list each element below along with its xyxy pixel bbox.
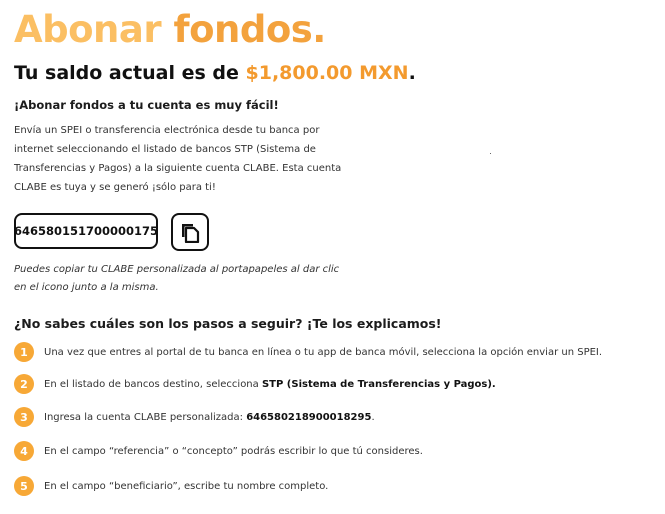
copy-clabe-button[interactable] — [171, 213, 209, 251]
page-title — [14, 8, 326, 52]
step-number-badge: 5 — [14, 476, 34, 496]
clabe-field[interactable] — [14, 213, 158, 249]
step-bold-text: 646580218900018295 — [246, 411, 372, 423]
copy-icon — [180, 221, 200, 243]
step-number-badge: 1 — [14, 342, 34, 362]
clabe-value: 646580151700000175 — [13, 224, 159, 238]
balance-line — [14, 59, 416, 87]
balance-label: Tu saldo actual es de — [14, 62, 239, 84]
step-text: Ingresa la cuenta CLABE personalizada: 646580218900018295. — [44, 411, 375, 423]
step-text: En el listado de bancos destino, selecciona STP (Sistema de Transferencias y Pagos). — [44, 378, 496, 390]
step-number-badge: 2 — [14, 374, 34, 394]
page-title-word-1: Abonar — [14, 8, 162, 51]
step-item — [14, 475, 328, 497]
intro-paragraph: Envía un SPEI o transferencia electrónica desde tu banca por internet seleccionando el listado de bancos STP (Sistema de Transferencias y Pagos) a la siguiente cuenta CLABE. Esta cuenta CLABE es tuya y se generó ¡sólo para ti! — [14, 125, 342, 193]
step-bold-text: STP (Sistema de Transferencias y Pagos). — [261, 378, 496, 390]
copy-hint: Puedes copiar tu CLABE personalizada al portapapeles al dar clic en el icono junto a la misma. — [14, 264, 340, 293]
page-title-word-2: fondos. — [173, 8, 326, 51]
step-text: En el campo “referencia” o “concepto” podrás escribir lo que tú consideres. — [44, 445, 423, 457]
step-item — [14, 373, 496, 395]
step-item — [14, 341, 602, 363]
stray-dot — [490, 153, 491, 154]
step-number-badge: 3 — [14, 407, 34, 427]
step-number-badge: 4 — [14, 441, 34, 461]
intro-heading: ¡Abonar fondos a tu cuenta es muy fácil! — [14, 98, 279, 112]
balance-amount: $1,800.00 MXN — [245, 62, 409, 84]
steps-heading: ¿No sabes cuáles son los pasos a seguir? ¡Te los explicamos! — [14, 316, 442, 331]
step-item — [14, 440, 423, 462]
step-text: En el campo “beneficiario”, escribe tu nombre completo. — [44, 480, 329, 492]
step-text: Una vez que entres al portal de tu banca en línea o tu app de banca móvil, selecciona la opción enviar un SPEI. — [44, 346, 603, 358]
step-item — [14, 406, 375, 428]
balance-period: . — [408, 62, 416, 84]
